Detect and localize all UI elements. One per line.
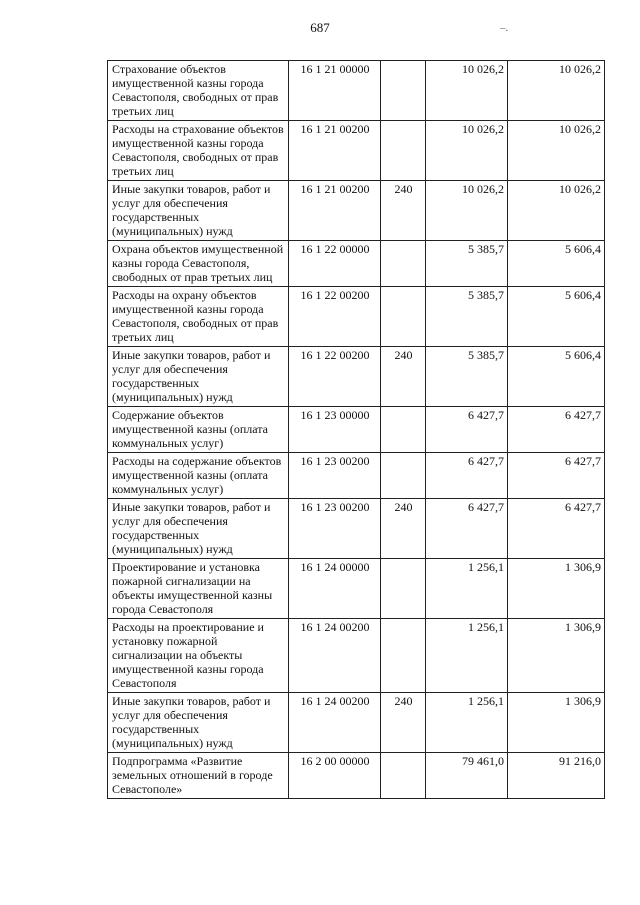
table-row <box>108 499 605 559</box>
expense-kind-cell <box>381 453 426 499</box>
target-code-cell: 16 1 22 00200 <box>289 347 381 407</box>
expense-name-cell: Расходы на страхование объектов имущественной казны города Севастополя, свободных от прав третьих лиц <box>108 121 289 181</box>
amount-year2-cell: 6 427,7 <box>508 407 605 453</box>
amount-year2-cell: 10 026,2 <box>508 121 605 181</box>
amount-year1-cell: 6 427,7 <box>426 453 508 499</box>
amount-year2-cell: 5 606,4 <box>508 241 605 287</box>
amount-year2-cell: 5 606,4 <box>508 347 605 407</box>
amount-year2-cell: 10 026,2 <box>508 181 605 241</box>
expense-kind-cell <box>381 559 426 619</box>
expense-name-cell: Подпрограмма «Развитие земельных отношений в городе Севастополе» <box>108 753 289 799</box>
expense-name-cell: Страхование объектов имущественной казны города Севастополя, свободных от прав третьих лиц <box>108 61 289 121</box>
target-code-cell: 16 1 22 00000 <box>289 241 381 287</box>
table-row <box>108 347 605 407</box>
table-row <box>108 453 605 499</box>
amount-year1-cell: 79 461,0 <box>426 753 508 799</box>
target-code-cell: 16 1 21 00200 <box>289 121 381 181</box>
target-code-cell: 16 1 23 00000 <box>289 407 381 453</box>
expense-name-cell: Иные закупки товаров, работ и услуг для обеспечения государственных (муниципальных) нужд <box>108 499 289 559</box>
expense-kind-cell <box>381 61 426 121</box>
table-row <box>108 619 605 693</box>
amount-year2-cell: 6 427,7 <box>508 453 605 499</box>
table-row <box>108 753 605 799</box>
expense-name-cell: Иные закупки товаров, работ и услуг для обеспечения государственных (муниципальных) нужд <box>108 181 289 241</box>
table-row <box>108 693 605 753</box>
amount-year1-cell: 10 026,2 <box>426 121 508 181</box>
target-code-cell: 16 1 24 00200 <box>289 693 381 753</box>
target-code-cell: 16 1 22 00200 <box>289 287 381 347</box>
target-code-cell: 16 1 21 00200 <box>289 181 381 241</box>
corner-mark: –. <box>500 22 509 34</box>
expense-kind-cell: 240 <box>381 499 426 559</box>
expense-name-cell: Расходы на содержание объектов имущественной казны (оплата коммунальных услуг) <box>108 453 289 499</box>
amount-year1-cell: 6 427,7 <box>426 407 508 453</box>
expense-kind-cell <box>381 753 426 799</box>
amount-year1-cell: 5 385,7 <box>426 287 508 347</box>
target-code-cell: 16 1 23 00200 <box>289 453 381 499</box>
amount-year2-cell: 1 306,9 <box>508 693 605 753</box>
expense-name-cell: Расходы на охрану объектов имущественной казны города Севастополя, свободных от прав третьих лиц <box>108 287 289 347</box>
amount-year1-cell: 1 256,1 <box>426 619 508 693</box>
expense-name-cell: Иные закупки товаров, работ и услуг для обеспечения государственных (муниципальных) нужд <box>108 693 289 753</box>
budget-table <box>107 60 605 799</box>
expense-kind-cell: 240 <box>381 181 426 241</box>
table-row <box>108 241 605 287</box>
expense-name-cell: Расходы на проектирование и установку пожарной сигнализации на объекты имущественной казны города Севастополя <box>108 619 289 693</box>
target-code-cell: 16 1 21 00000 <box>289 61 381 121</box>
amount-year1-cell: 5 385,7 <box>426 241 508 287</box>
amount-year2-cell: 6 427,7 <box>508 499 605 559</box>
amount-year2-cell: 91 216,0 <box>508 753 605 799</box>
expense-kind-cell: 240 <box>381 693 426 753</box>
amount-year2-cell: 10 026,2 <box>508 61 605 121</box>
expense-kind-cell <box>381 241 426 287</box>
expense-kind-cell <box>381 287 426 347</box>
target-code-cell: 16 2 00 00000 <box>289 753 381 799</box>
table-row <box>108 287 605 347</box>
target-code-cell: 16 1 24 00000 <box>289 559 381 619</box>
page-number: 687 <box>310 20 330 35</box>
table-row <box>108 407 605 453</box>
table-row <box>108 559 605 619</box>
amount-year2-cell: 1 306,9 <box>508 559 605 619</box>
target-code-cell: 16 1 23 00200 <box>289 499 381 559</box>
amount-year1-cell: 10 026,2 <box>426 61 508 121</box>
expense-name-cell: Охрана объектов имущественной казны города Севастополя, свободных от прав третьих лиц <box>108 241 289 287</box>
expense-name-cell: Содержание объектов имущественной казны (оплата коммунальных услуг) <box>108 407 289 453</box>
expense-kind-cell <box>381 619 426 693</box>
table-row <box>108 121 605 181</box>
expense-name-cell: Проектирование и установка пожарной сигнализации на объекты имущественной казны города Севастополя <box>108 559 289 619</box>
amount-year1-cell: 6 427,7 <box>426 499 508 559</box>
expense-kind-cell <box>381 407 426 453</box>
expense-name-cell: Иные закупки товаров, работ и услуг для обеспечения государственных (муниципальных) нужд <box>108 347 289 407</box>
table-row <box>108 181 605 241</box>
amount-year1-cell: 1 256,1 <box>426 559 508 619</box>
amount-year2-cell: 5 606,4 <box>508 287 605 347</box>
budget-table-body <box>108 61 605 799</box>
table-row <box>108 61 605 121</box>
amount-year2-cell: 1 306,9 <box>508 619 605 693</box>
target-code-cell: 16 1 24 00200 <box>289 619 381 693</box>
amount-year1-cell: 5 385,7 <box>426 347 508 407</box>
amount-year1-cell: 1 256,1 <box>426 693 508 753</box>
expense-kind-cell <box>381 121 426 181</box>
amount-year1-cell: 10 026,2 <box>426 181 508 241</box>
expense-kind-cell: 240 <box>381 347 426 407</box>
